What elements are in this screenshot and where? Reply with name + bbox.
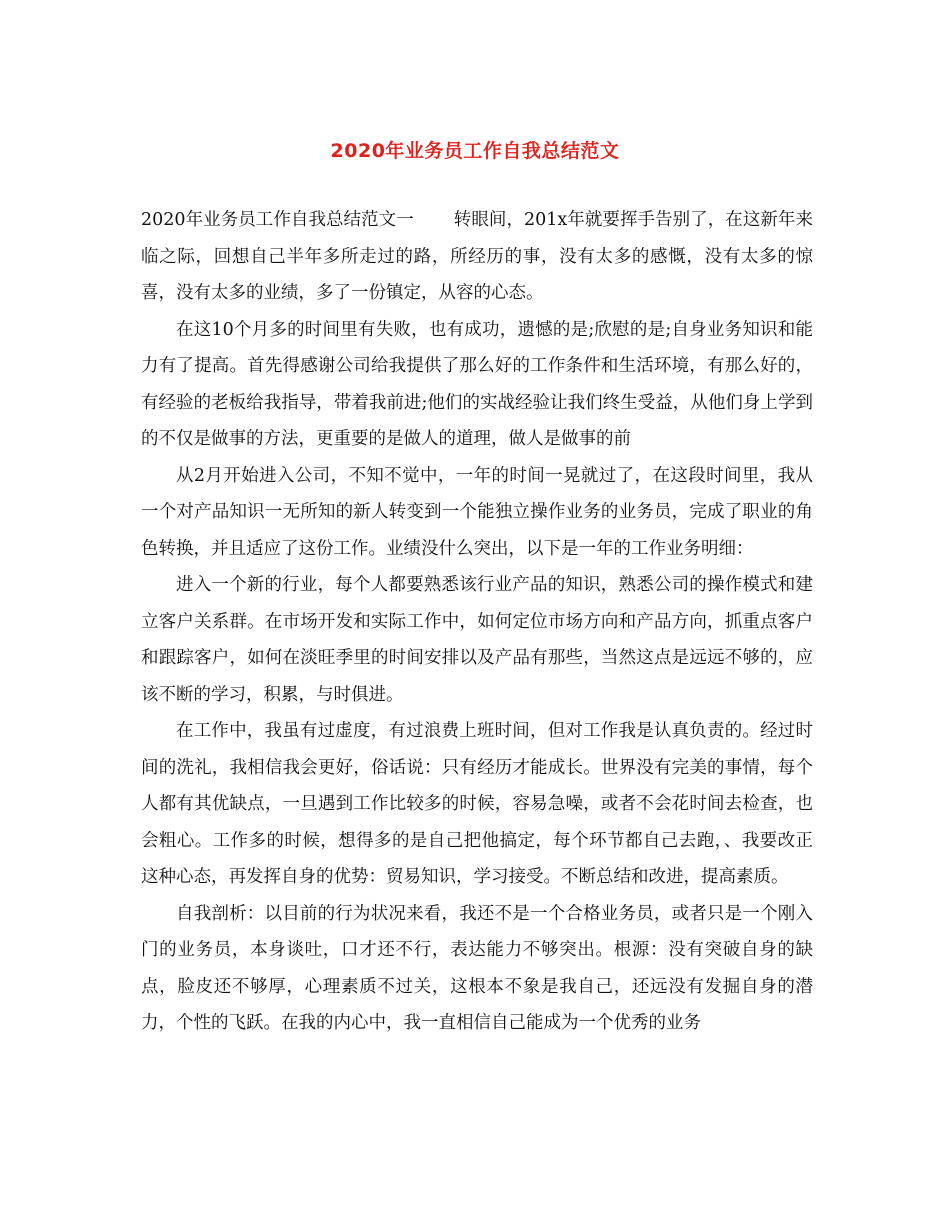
paragraph-1-text: 转眼间，201x年就要挥手告别了，在这新年来临之际，回想自己半年多所走过的路，所经历的事，没有太多的感慨，没有太多的惊喜，没有太多的业绩，多了一份镇定，从容的心态。 [141,210,813,303]
section-heading: 2020年业务员工作自我总结范文一 [141,210,414,230]
paragraph-3: 从2月开始进入公司，不知不觉中，一年的时间一晃就过了，在这段时间里，我从一个对产品知识一无所知的新人转变到一个能独立操作业务的业务员，完成了职业的角色转换，并且适应了这份工作。业绩没什么突出，以下是一年的工作业务明细： [141,465,813,559]
paragraph-2: 在这10个月多的时间里有失败，也有成功，遗憾的是;欣慰的是;自身业务知识和能力有了提高。首先得感谢公司给我提供了那么好的工作条件和生活环境，有那么好的，有经验的老板给我指导，带着我前进;他们的实战经验让我们终生受益，从他们身上学到的不仅是做事的方法，更重要的是做人的道理，做人是做事的前 [141,319,813,449]
document-title: 2020年业务员工作自我总结范文 [330,140,620,162]
paragraph-5: 在工作中，我虽有过虚度，有过浪费上班时间，但对工作我是认真负责的。经过时间的洗礼，我相信我会更好，俗话说：只有经历才能成长。世界没有完美的事情，每个人都有其优缺点，一旦遇到工作比较多的时候，容易急噪，或者不会花时间去检查，也会粗心。工作多的时候，想得多的是自己把他搞定，每个环节都自己去跑，、我要改正这种心态，再发挥自身的优势：贸易知识，学习接受。不断总结和改进，提高素质。 [141,721,813,887]
paragraph-1 [141,202,813,312]
paragraph-6: 自我剖析：以目前的行为状况来看，我还不是一个合格业务员，或者只是一个刚入门的业务员，本身谈吐，口才还不行，表达能力不够突出。根源：没有突破自身的缺点，脸皮还不够厚，心理素质不过关，这根本不象是我自己，还远没有发掘自身的潜力，个性的飞跃。在我的内心中，我一直相信自己能成为一个优秀的业务 [141,903,813,1033]
paragraph-4: 进入一个新的行业，每个人都要熟悉该行业产品的知识，熟悉公司的操作模式和建立客户关系群。在市场开发和实际工作中，如何定位市场方向和产品方向，抓重点客户和跟踪客户，如何在淡旺季里的时间安排以及产品有那些，当然这点是远远不够的，应该不断的学习，积累，与时俱进。 [141,575,813,705]
document-body [141,202,813,1042]
